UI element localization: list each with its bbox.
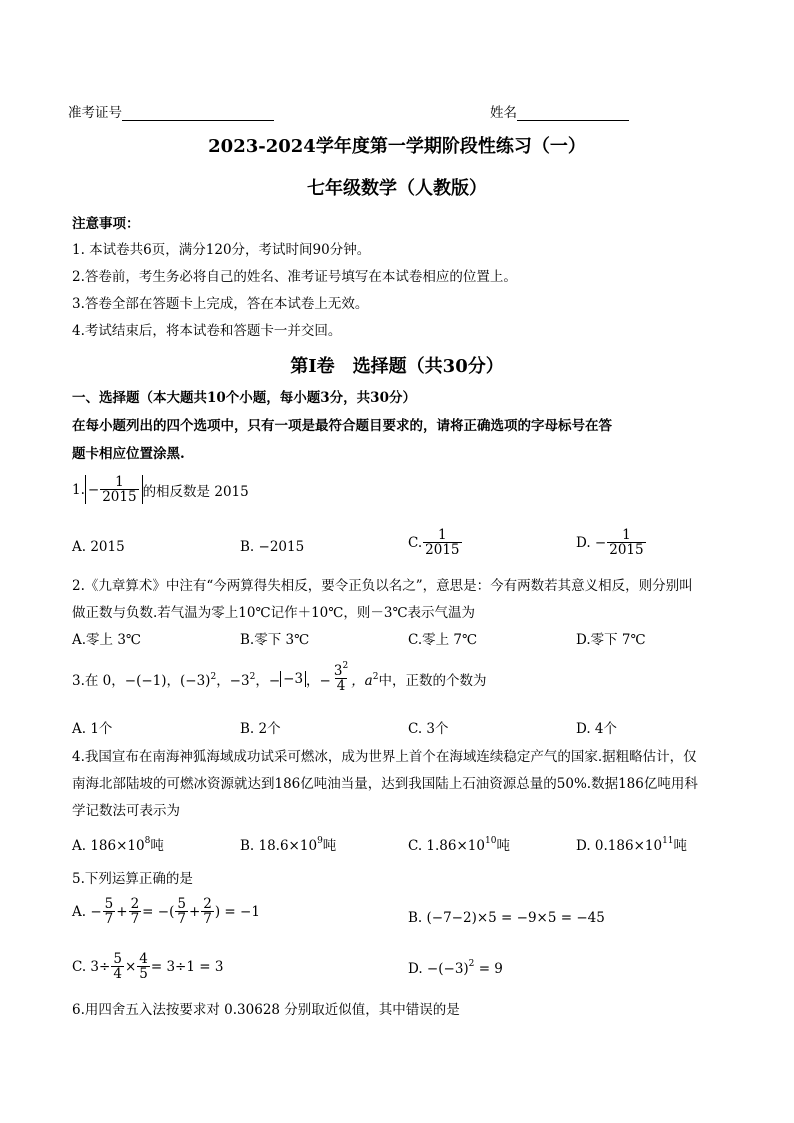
option-label: D. −(−3): [408, 961, 469, 977]
question-2-stem: 做正数与负数.若气温为零上10℃记作＋10℃，则－3℃表示气温为: [72, 605, 476, 621]
note-item: 4.考试结束后，将本试卷和答题卡一并交回。: [72, 323, 342, 339]
option-c: [408, 528, 463, 557]
unit: 吨: [322, 838, 337, 854]
denominator: 2015: [425, 542, 460, 559]
note-item: 2.答卷前，考生务必将自己的姓名、准考证号填写在本试卷相应的位置上。: [72, 269, 517, 285]
denominator: 4: [113, 966, 122, 983]
exam-title: 2023-2024学年度第一学期阶段性练习（一）: [208, 136, 586, 157]
option-d: [576, 834, 687, 854]
option-d: D. 4个: [576, 721, 618, 737]
exam-number-blank: [122, 106, 274, 121]
option-b: [240, 834, 336, 854]
question-number: 1.: [72, 481, 85, 498]
numerator: 5: [177, 896, 186, 912]
exponent: 9: [317, 835, 323, 846]
minus-sign: −: [87, 481, 100, 498]
result: ) = −1: [214, 903, 260, 920]
question-text: ，−: [306, 672, 331, 689]
option-b: B.零下 3℃: [240, 632, 310, 648]
question-4-stem: 南海北部陆坡的可燃冰资源就达到186亿吨油当量，达到我国陆上石油资源总量的50%.数据186亿吨用科: [72, 776, 698, 792]
exam-number-field: [68, 101, 274, 121]
part1-title: 第Ⅰ卷 选择题（共30分）: [290, 356, 504, 377]
section-heading: 一、选择题（本大题共10个小题，每小题3分，共30分）: [72, 390, 416, 406]
numerator: [332, 660, 350, 679]
exponent: 8: [144, 835, 151, 846]
option-label: D. −: [576, 534, 607, 551]
numerator-base: 3: [333, 663, 343, 679]
option-label: C.: [408, 534, 423, 551]
denominator: 2015: [102, 489, 137, 506]
unit: 吨: [673, 838, 688, 854]
question-4-stem: 学记数法可表示为: [72, 803, 180, 819]
denominator: 7: [104, 911, 114, 928]
option-a: A. 2015: [72, 539, 125, 555]
result: = 3÷1 = 3: [150, 958, 224, 975]
operator: ×: [124, 958, 137, 975]
exam-number-label: 准考证号: [68, 105, 122, 121]
exam-subtitle: 七年级数学（人教版）: [307, 178, 487, 199]
name-blank: [517, 106, 629, 121]
absolute-value: −3: [280, 671, 306, 687]
numerator: 1: [438, 527, 447, 543]
question-1-stem: [72, 475, 249, 504]
option-c: [72, 952, 223, 981]
note-item: 3.答卷全部在答题卡上完成，答在本试卷上无效。: [72, 296, 369, 312]
numerator: 1: [622, 527, 631, 543]
question-6-stem: 6.用四舍五入法按要求对 0.30628 分别取近似值，其中错误的是: [72, 1002, 460, 1018]
option-c: C.零上 7℃: [408, 632, 478, 648]
numerator: 5: [113, 951, 122, 967]
exponent: 10: [484, 835, 497, 846]
option-d: [408, 958, 503, 977]
exponent: 2: [342, 660, 349, 671]
fraction: [100, 475, 138, 504]
exponent: 11: [662, 835, 674, 846]
question-4-stem: 4.我国宣布在南海神狐海域成功试采可燃冰，成为世界上首个在海域连续稳定产气的国家.据粗略估计，仅: [72, 749, 697, 765]
notes-heading: 注意事项：: [72, 216, 140, 232]
option-d: D.零下 7℃: [576, 632, 646, 648]
numerator: 1: [115, 474, 124, 490]
denominator: 5: [139, 966, 148, 983]
numerator: 5: [104, 896, 114, 912]
fraction: [175, 897, 188, 926]
denominator: 7: [130, 911, 140, 928]
fraction: [137, 952, 150, 981]
option-d: [576, 528, 647, 557]
denominator: 2015: [609, 542, 644, 559]
denominator: 4: [336, 678, 346, 695]
option-text: D. 0.186×10: [576, 838, 663, 854]
result: = 9: [474, 961, 503, 977]
option-b: B. (−7−2)×5 = −9×5 = −45: [408, 910, 605, 926]
question-text: ，−: [255, 672, 281, 689]
option-a: A. 1个: [72, 721, 113, 737]
option-a: A.零上 3℃: [72, 632, 142, 648]
numerator: 4: [139, 951, 148, 967]
question-text: 中，正数的个数为: [378, 672, 487, 689]
option-text: C. 1.86×10: [408, 838, 485, 854]
option-text: B. 18.6×10: [240, 838, 318, 854]
question-text: ，−3: [216, 672, 250, 689]
denominator: 7: [203, 911, 212, 928]
operator: = −(: [142, 903, 175, 920]
section-instruction: 在每小题列出的四个选项中，只有一项是最符合题目要求的，请将正确选项的字母标号在答: [72, 418, 612, 434]
numerator: 2: [130, 896, 140, 912]
fraction: [201, 897, 214, 926]
absolute-value: [85, 475, 143, 504]
option-b: B. −2015: [240, 539, 305, 555]
section-instruction: 题卡相应位置涂黑.: [72, 446, 185, 462]
exponent: 2: [468, 958, 475, 969]
question-text: ，a: [351, 672, 373, 689]
question-text: 的相反数是 2015: [142, 483, 249, 500]
option-label: C. 3÷: [72, 958, 111, 975]
fraction: [103, 897, 116, 926]
option-c: [408, 834, 510, 854]
option-a: [72, 834, 164, 854]
option-text: A. 186×10: [72, 838, 145, 854]
option-a: [72, 897, 260, 926]
operator: +: [188, 903, 201, 920]
denominator: 7: [177, 911, 186, 928]
fraction: [607, 528, 645, 557]
question-text: 3.在 0，−(−1)，(−3): [72, 672, 211, 689]
option-b: B. 2个: [240, 721, 281, 737]
option-label: A. −: [72, 903, 102, 920]
name-field: [490, 101, 629, 121]
name-label: 姓名: [490, 105, 517, 121]
fraction: [129, 897, 142, 926]
note-item: 1. 本试卷共6页，满分120分，考试时间90分钟。: [72, 242, 371, 258]
question-2-stem: 2.《九章算术》中注有“今两算得失相反，要令正负以名之”，意思是：今有两数若其意义相反，则分别叫: [72, 578, 693, 594]
unit: 吨: [150, 838, 164, 854]
question-3-stem: 3.在 0，−(−1)，(−3) $^2$ ，−3 $^2$ ，− −3 ，− $\frac{3^2}{4}$ ，a $^2$ 中，正数的个数为: [72, 660, 487, 695]
unit: 吨: [496, 838, 510, 854]
option-c: C. 3个: [408, 721, 449, 737]
fraction: [423, 528, 461, 557]
operator: +: [116, 903, 128, 920]
fraction: [332, 660, 350, 695]
numerator: 2: [203, 896, 212, 912]
question-5-stem: 5.下列运算正确的是: [72, 871, 193, 887]
fraction: [111, 952, 124, 981]
